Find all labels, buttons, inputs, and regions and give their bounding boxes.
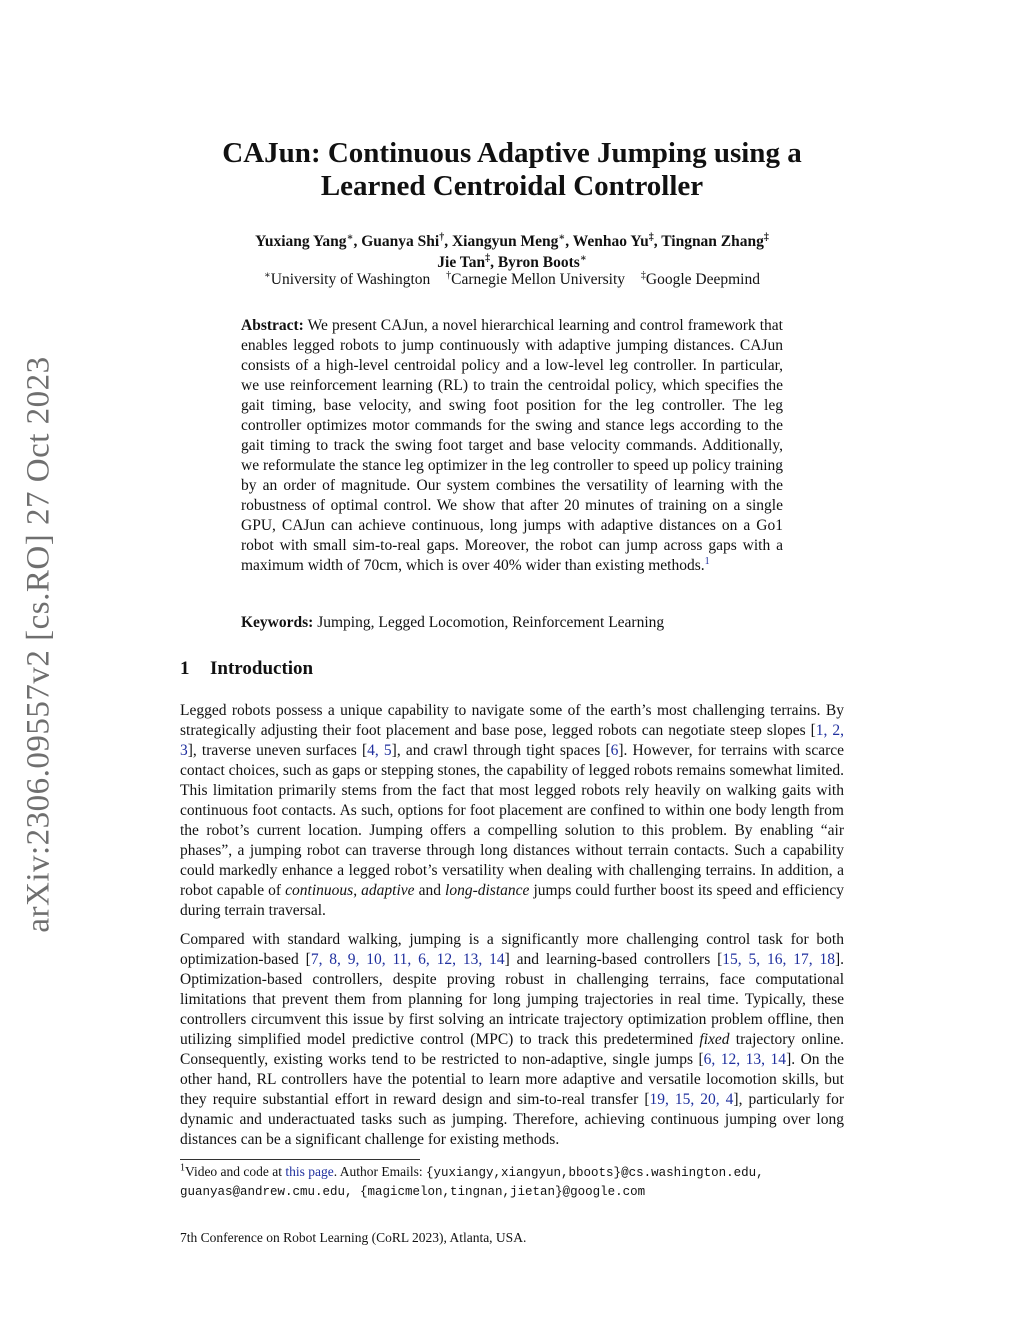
intro-paragraph-1: Legged robots possess a unique capability to navigate some of the earth’s most challenging terrains. By strategically adjusting their foot placement and base pose, legged robots can negotiate steep slopes [1, 2, 3], traverse uneven surfaces [4, 5], and crawl through tight spaces [6]. However, for terrains with scarce contact choices, such as gaps or stepping stones, the capability of legged robots remains somewhat limited. This limitation primarily stems from the fact that most legged robots rely heavily on walking gaits with continuous foot contacts. As such, options for foot placement are confined to within one body length from the robot’s current location. Jumping offers a compelling solution to this problem. By enabling “air phases”, a jumping robot can traverse through long distances without terrain contacts. Such a capability could markedly enhance a legged robot’s versatility when dealing with challenging terrains. In addition, a robot capable of continuous, adaptive and long-distance jumps could further boost its speed and efficiency during terrain traversal. xyxy=(180,702,845,919)
author-mark: ‡ xyxy=(485,252,491,264)
author-mark: ∗ xyxy=(346,231,354,243)
author-name: Jie Tan xyxy=(437,254,486,271)
intro-paragraph-2: Compared with standard walking, jumping is a significantly more challenging control task for both optimization-based [7, 8, 9, 10, 11, 6, 12, 13, 14] and learning-based controllers [15, 5, 16, 17, 18]. Optimization-based controllers, despite proving robust in challenging terrains, face computational limitations that prevent them from planning for long jumping trajectories in real time. Typically, these controllers circumvent this issue by first solving an intricate trajectory optimization problem offline, then utilizing simplified model predictive control (MPC) to track this predetermined fixed trajectory online. Consequently, existing works tend to be restricted to non-adaptive, single jumps [6, 12, 13, 14]. On the other hand, RL controllers have the potential to learn more adaptive and versatile locomotion skills, but they require substantial effort in reward design and sim-to-real transfer [19, 15, 20, 4], particularly for dynamic and underactuated tasks such as jumping. Therefore, achieving continuous jumping over long distances can be a significant challenge for existing methods. xyxy=(180,931,845,1148)
author-emails: guanyas@andrew.cmu.edu, {magicmelon,tingnan,jietan}@google.com xyxy=(180,1185,646,1199)
author-mark: ∗ xyxy=(558,231,566,243)
keywords-label: Keywords: xyxy=(241,614,314,631)
affiliation-mark: ∗ xyxy=(263,269,271,281)
citation[interactable]: 4, 5 xyxy=(367,742,392,759)
footnote-divider xyxy=(180,1159,420,1160)
arxiv-side-stamp xyxy=(14,344,64,944)
video-code-link[interactable]: this page xyxy=(285,1164,334,1179)
paper-title: CAJun: Continuous Adaptive Jumping using a Learned Centroidal Controller xyxy=(222,137,802,202)
footnote-ref[interactable]: 1 xyxy=(704,555,710,567)
affiliations xyxy=(180,270,844,290)
author-mark: ‡ xyxy=(763,231,769,243)
author-mark: † xyxy=(439,231,445,243)
keywords xyxy=(241,613,783,633)
author-mark: ‡ xyxy=(648,231,654,243)
author-line-1: Yuxiang Yang∗, Guanya Shi†, Xiangyun Meng∗, Wenhao Yu‡, Tingnan Zhang‡ xyxy=(255,231,769,250)
keywords-text: Jumping, Legged Locomotion, Reinforcement Learning xyxy=(317,614,665,631)
author-name: Guanya Shi xyxy=(361,233,440,250)
author-mark: ∗ xyxy=(579,252,587,264)
author-line-2: Jie Tan‡, Byron Boots∗ xyxy=(437,252,587,271)
author-name: Byron Boots xyxy=(497,254,580,271)
affiliation-mark: ‡ xyxy=(640,269,646,281)
footnote: $^1$Video and code at this page. Author Emails: {yuxiangy,xiangyun,bboots}@cs.washington.edu, guanyas@andrew.cmu.edu, {magicmelon,tingnan,jietan}@google.com xyxy=(180,1162,764,1199)
citation[interactable]: 19, 15, 20, 4 xyxy=(649,1091,734,1108)
affiliation-mark: † xyxy=(446,269,452,281)
abstract-text: We present CAJun, a novel hierarchical learning and control framework that enables legged robots to jump continuously with adaptive jumping distances. CAJun consists of a high-level centroidal policy and a low-level leg controller. In particular, we use reinforcement learning (RL) to train the centroidal policy, which specifies the gait timing, base velocity, and swing foot position for the leg controller. The leg controller optimizes motor commands for the swing and stance legs according to the gait timing to track the swing foot target and base velocity commands. Additionally, we reformulate the stance leg optimizer in the leg controller to speed up policy training by an order of magnitude. Our system combines the versatility of learning with the robustness of optimal control. We show that after 20 minutes of training on a single GPU, CAJun can achieve continuous, long jumps with adaptive distances on a Go1 robot with small sim-to-real gaps. Moreover, the robot can jump across gaps with a maximum width of 70cm, which is over 40% wider than existing methods. xyxy=(241,317,783,574)
author-name: Yuxiang Yang xyxy=(255,233,347,250)
affiliation-name: Carnegie Mellon University xyxy=(451,271,626,288)
author-name: Xiangyun Meng xyxy=(451,233,559,250)
section-title: Introduction xyxy=(210,658,314,679)
footnote-mark: 1 xyxy=(180,1162,185,1174)
section-number: 1 xyxy=(180,658,190,679)
affiliation-name: University of Washington xyxy=(270,271,431,288)
citation[interactable]: 6 xyxy=(610,742,619,759)
citation[interactable]: 6, 12, 13, 14 xyxy=(703,1051,787,1068)
section-heading xyxy=(180,657,844,681)
abstract-label: Abstract: xyxy=(241,317,304,334)
author-name: Tingnan Zhang xyxy=(661,233,764,250)
arxiv-identifier: arXiv:2306.09557v2 [cs.RO] 27 Oct 2023 xyxy=(20,355,57,933)
author-list xyxy=(180,231,844,273)
citation[interactable]: 15, 5, 16, 17, 18 xyxy=(722,951,835,968)
affiliation-name: Google Deepmind xyxy=(645,271,760,288)
author-name: Wenhao Yu xyxy=(572,233,649,250)
citation[interactable]: 1, 2, 3 xyxy=(180,722,844,759)
abstract xyxy=(241,316,783,576)
citation[interactable]: 7, 8, 9, 10, 11, 6, 12, 13, 14 xyxy=(310,951,505,968)
author-emails: {yuxiangy,xiangyun,bboots}@cs.washington.edu, xyxy=(426,1166,764,1180)
conference-note: 7th Conference on Robot Learning (CoRL 2023), Atlanta, USA. xyxy=(180,1230,527,1245)
